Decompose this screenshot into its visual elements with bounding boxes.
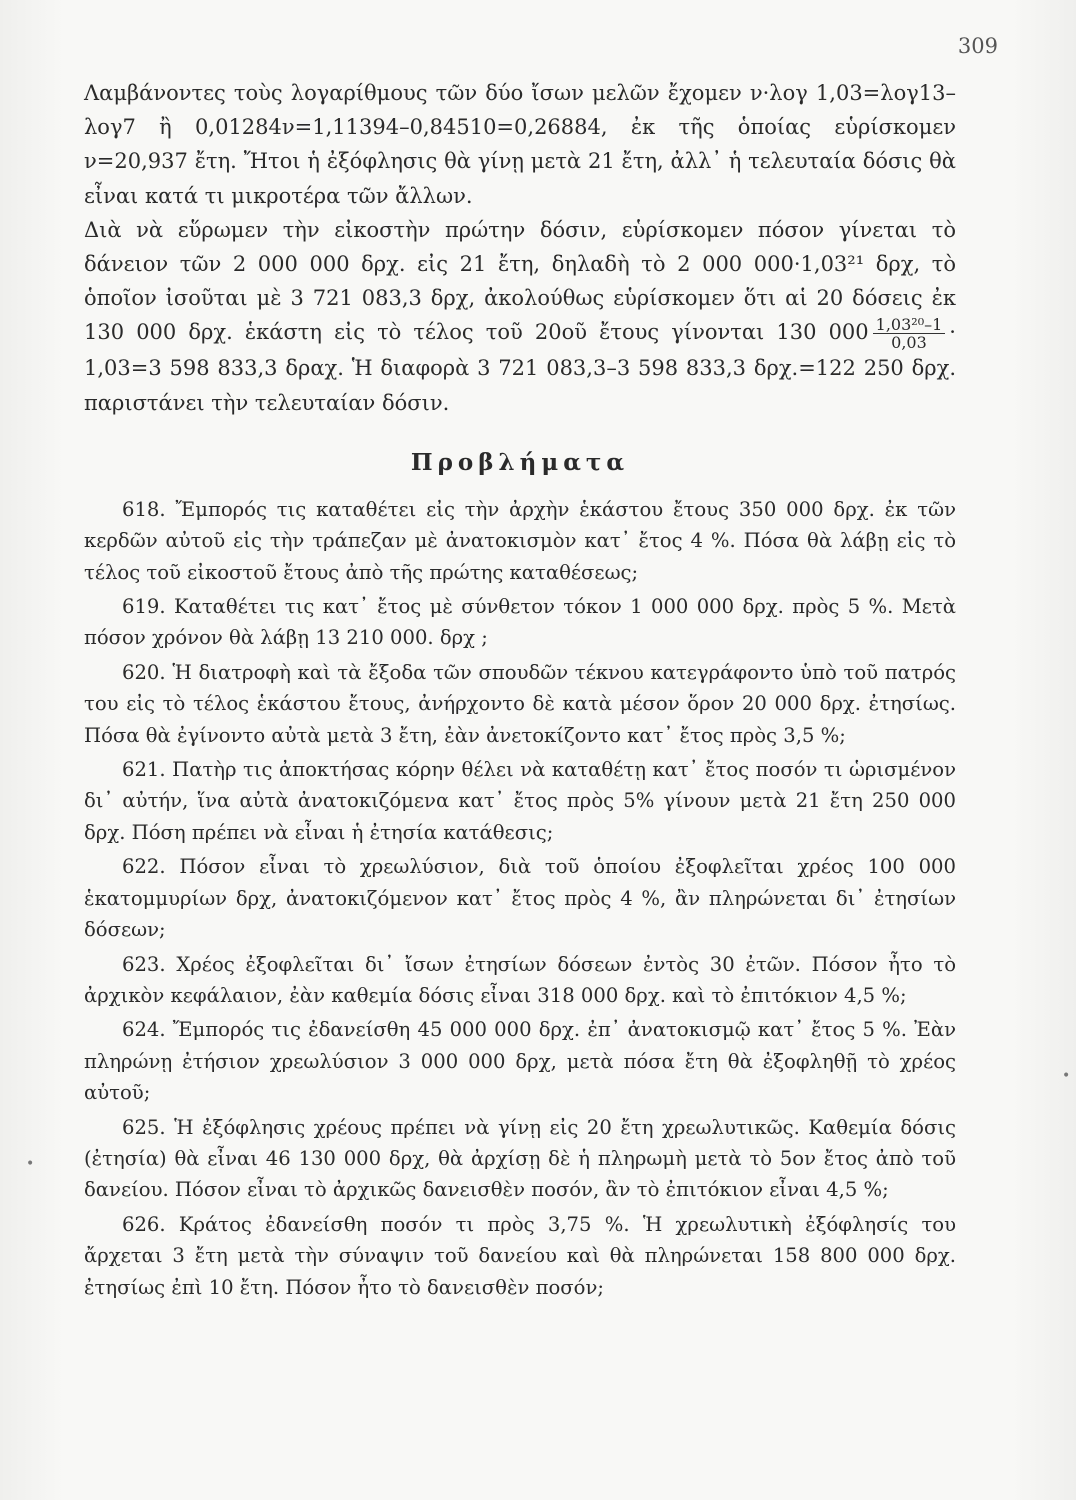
problem-626: 626. Κράτος ἐδανείσθη ποσόν τι πρὸς 3,75 %. Ἡ χρεωλυτικὴ ἐξόφλησίς του ἄρχεται 3 ἔτη μετὰ τὴν σύναψιν τοῦ δανείου καὶ θὰ πληρώνεται 158 800 000 δρχ. ἐτησίως ἐπὶ 10 ἔτη. Πόσον ἦτο τὸ δανεισθὲν ποσόν; [84, 1212, 956, 1299]
problem-621: 621. Πατὴρ τις ἀποκτήσας κόρην θέλει νὰ καταθέτῃ κατ᾽ ἔτος ποσόν τι ὡρισμένον δι᾽ αὐτήν, ἵνα αὐτὰ ἀνατοκιζόμενα κατ᾽ ἔτος πρὸς 5% γίνουν μετὰ 21 ἔτη 250 000 δρχ. Πόση πρέπει νὰ εἶναι ἡ ἐτησία κατάθεσις; [84, 758, 956, 844]
problem-list [84, 494, 956, 1303]
margin-dot: • [26, 1156, 35, 1172]
problem-618: 618. Ἔμπορός τις καταθέτει εἰς τὴν ἀρχὴν ἑκάστου ἔτους 350 000 δρχ. ἐκ τῶν κερδῶν αὐτοῦ εἰς τὴν τράπεζαν μὲ ἀνατοκισμὸν κατ᾽ ἔτος 4 %. Πόσα θὰ λάβῃ εἰς τὸ τέλος τοῦ εἰκοστοῦ ἔτους ἀπὸ τῆς πρώτης καταθέσεως; [84, 497, 956, 584]
problem-623: 623. Χρέος ἐξοφλεῖται δι᾽ ἴσων ἐτησίων δόσεων ἐντὸς 30 ἐτῶν. Πόσον ἦτο τὸ ἀρχικὸν κεφάλαιον, ἐὰν καθεμία δόσις εἶναι 318 000 δρχ. καὶ τὸ ἐπιτόκιον 4,5 %; [84, 952, 956, 1007]
problem-625: 625. Ἡ ἐξόφλησις χρέους πρέπει νὰ γίνῃ εἰς 20 ἔτη χρεωλυτικῶς. Καθεμία δόσις (ἐτησία) θὰ εἶναι 46 130 000 δρχ, θὰ ἀρχίσῃ δὲ ἡ πληρωμὴ μετὰ τὸ 5ον ἔτος ἀπὸ τοῦ δανείου. Πόσον εἶναι τὸ ἀρχικῶς δανεισθὲν ποσόν, ἂν τὸ ἐπιτόκιον εἶναι 4,5 %; [84, 1115, 956, 1202]
section-heading: Προβλήματα [410, 448, 630, 476]
margin-speck: • [1062, 1068, 1071, 1084]
formula-numerator: 1,03²⁰–1 [873, 316, 946, 334]
intro-paragraph-2 [84, 213, 956, 420]
formula-lead: γίνονται 130 000 [671, 320, 869, 345]
problem-622: 622. Πόσον εἶναι τὸ χρεωλύσιον, διὰ τοῦ ὁποίου ἐξοφλεῖται χρέος 100 000 ἑκατομμυρίων δρχ, ἀνατοκιζόμενον κατ᾽ ἔτος πρὸς 4 %, ἂν πληρώνεται δι᾽ ἐτησίων δόσεων; [84, 855, 956, 942]
intro-paragraph-2-text: Διὰ νὰ εὕρωμεν τὴν εἰκοστὴν πρώτην δόσιν, εὑρίσκομεν πόσον γίνεται τὸ δάνειον τῶν 2 000 000 δρχ. εἰς 21 ἔτη, δηλαδὴ τὸ 2 000 000·1,03²¹ δρχ, τὸ ὁποῖον ἰσοῦται μὲ 3 721 083,3 δρχ, ἀκολούθως εὑρίσκομεν ὅτι αἱ 20 δόσεις ἐκ 130 000 δρχ. ἑκάστη εἰς τὸ τέλος τοῦ 20οῦ ἔτους [84, 217, 956, 345]
intro-paragraph-1: Λαμβάνοντες τοὺς λογαρίθμους τῶν δύο ἴσων μελῶν ἔχομεν ν·λογ 1,03=λογ13–λογ7 ἢ 0,01284ν=1,11394–0,84510=0,26884, ἐκ τῆς ὁποίας εὑρίσκομεν ν=20,937 ἔτη. Ἤτοι ἡ ἐξόφλησις θὰ γίνῃ μετὰ 21 ἔτη, ἀλλ᾽ ἡ τελευταία δόσις θὰ εἶναι κατά τι μικροτέρα τῶν ἄλλων. [84, 81, 956, 208]
page-number: 309 [957, 34, 998, 58]
formula-fraction [873, 316, 946, 351]
formula-denominator: 0,03 [891, 333, 927, 353]
problem-620: 620. Ἡ διατροφὴ καὶ τὰ ἔξοδα τῶν σπουδῶν τέκνου κατεγράφοντο ὑπὸ τοῦ πατρός του εἰς τὸ τέλος ἑκάστου ἔτους, ἀνήρχοντο δὲ κατὰ μέσον ὅρον 20 000 δρχ. ἐτησίως. Πόσα θὰ ἐγίνοντο αὐτὰ μετὰ 3 ἔτη, ἐὰν ἀνετοκίζοντο κατ᾽ ἔτος πρὸς 3,5 %; [84, 660, 956, 747]
page-body [84, 76, 956, 1306]
problem-624: 624. Ἔμπορός τις ἐδανείσθη 45 000 000 δρχ. ἐπ᾽ ἀνατοκισμῷ κατ᾽ ἔτος 5 %. Ἐὰν πληρώνῃ ἐτήσιον χρεωλύσιον 3 000 000 δρχ, μετὰ πόσα ἔτη θὰ ἐξοφληθῇ τὸ χρέος αὐτοῦ; [84, 1018, 956, 1105]
formula-tail: · 1,03=3 598 833,3 δραχ. Ἡ διαφορὰ 3 721 083,3–3 598 833,3 δρχ.=122 250 δρχ. παριστάνει τὴν τελευταίαν δόσιν. [84, 320, 956, 415]
problem-619: 619. Καταθέτει τις κατ᾽ ἔτος μὲ σύνθετον τόκον 1 000 000 δρχ. πρὸς 5 %. Μετὰ πόσον χρόνον θὰ λάβῃ 13 210 000. δρχ ; [84, 595, 956, 650]
